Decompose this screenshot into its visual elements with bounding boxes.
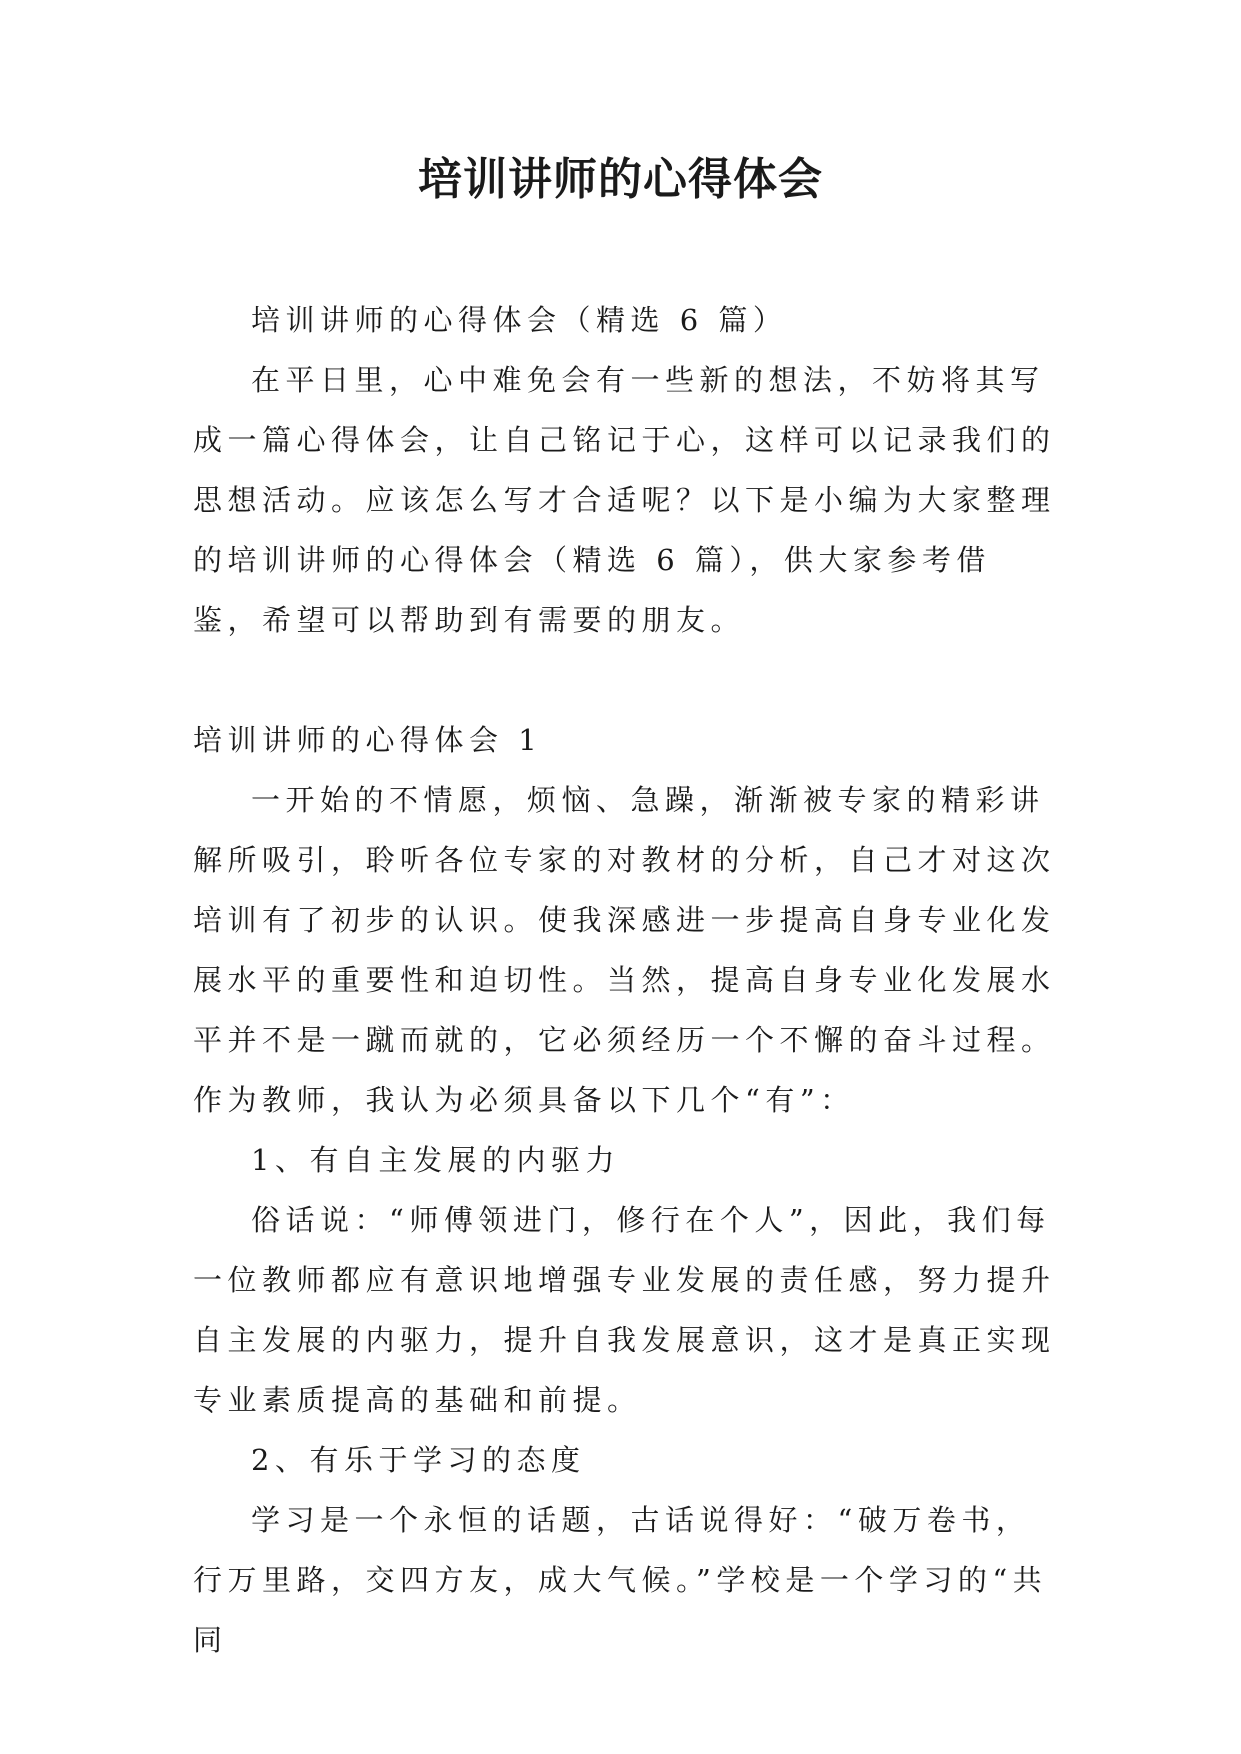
document-body: [193, 290, 1058, 1670]
body-paragraph: 一开始的不情愿，烦恼、急躁，渐渐被专家的精彩讲解所吸引，聆听各位专家的对教材的分析，自己才对这次培训有了初步的认识。使我深感进一步提高自身专业化发展水平的重要性和迫切性。当然，提高自身专业化发展水平并不是一蹴而就的，它必须经历一个不懈的奋斗过程。作为教师，我认为必须具备以下几个“有”：: [193, 783, 1056, 1117]
section-heading: 培训讲师的心得体会 1: [193, 723, 543, 757]
body-paragraph: 学习是一个永恒的话题，古话说得好：“破万卷书，行万里路，交四方友，成大气候。”学校是一个学习的“共同: [193, 1503, 1048, 1657]
body-paragraph: 俗话说：“师傅领进门，修行在个人”，因此，我们每一位教师都应有意识地增强专业发展的责任感，努力提升自主发展的内驱力，提升自我发展意识，这才是真正实现专业素质提高的基础和前提。: [193, 1203, 1056, 1417]
document-title: 培训讲师的心得体会: [418, 154, 823, 205]
document-subtitle: 培训讲师的心得体会（精选 6 篇）: [251, 303, 788, 337]
point-heading: 1、有自主发展的内驱力: [251, 1143, 620, 1177]
intro-paragraph: 在平日里，心中难免会有一些新的想法，不妨将其写成一篇心得体会，让自己铭记于心，这样可以记录我们的思想活动。应该怎么写才合适呢？以下是小编为大家整理的培训讲师的心得体会（精选 6 篇），供大家参考借鉴，希望可以帮助到有需要的朋友。: [193, 363, 1056, 637]
point-heading: 2、有乐于学习的态度: [251, 1443, 586, 1477]
